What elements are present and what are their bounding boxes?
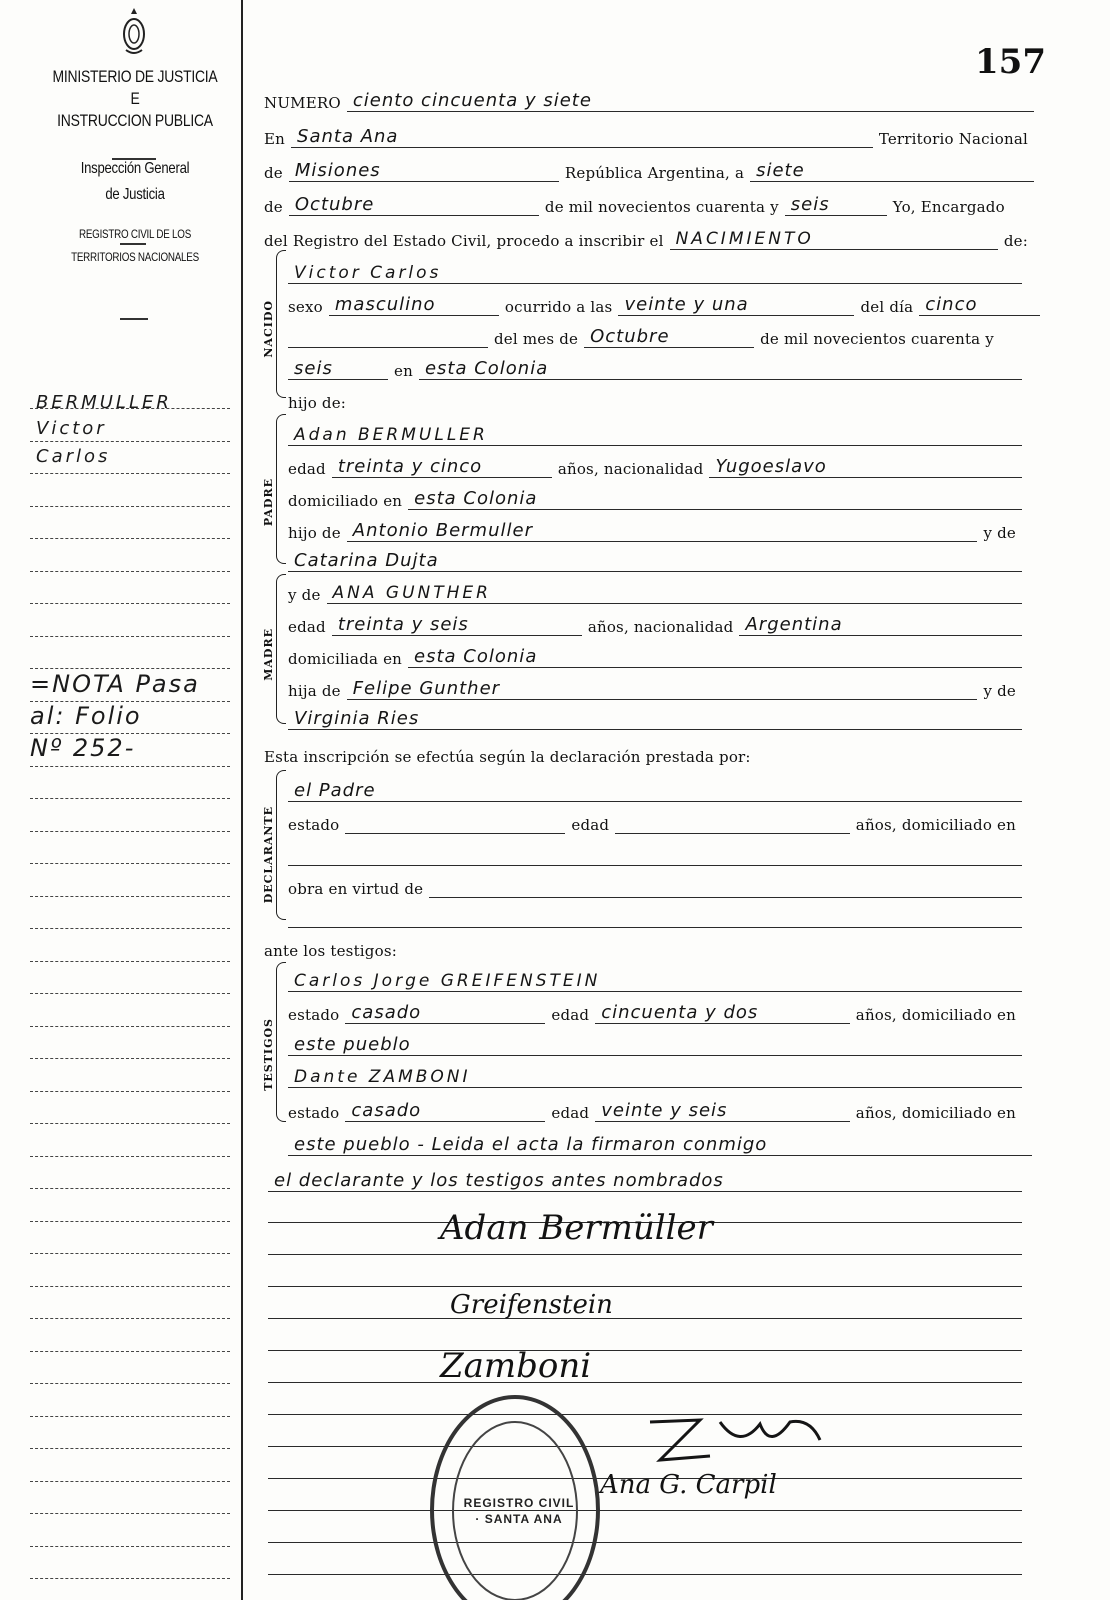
label: de: bbox=[1003, 232, 1028, 250]
value: esta Colonia bbox=[414, 488, 538, 509]
label: domiciliado en bbox=[288, 492, 403, 510]
label: hijo de bbox=[288, 524, 341, 542]
value: cincuenta y dos bbox=[601, 1002, 759, 1023]
row-child-of bbox=[288, 386, 1022, 412]
row-father-mother bbox=[288, 546, 1022, 572]
signature-rule bbox=[268, 1286, 1022, 1287]
row-declarant-capacity bbox=[288, 872, 1022, 898]
signature-witness1: Greifenstein bbox=[450, 1290, 613, 1320]
hour-field bbox=[618, 294, 854, 316]
mother-age-field bbox=[332, 614, 582, 636]
label: y de bbox=[288, 586, 321, 604]
row-father-domicile bbox=[288, 484, 1022, 510]
margin-rule bbox=[30, 701, 230, 702]
row-witness2-status bbox=[288, 1096, 1022, 1122]
value: el declarante y los testigos antes nombrados bbox=[274, 1170, 724, 1191]
margin-rule bbox=[30, 603, 230, 604]
row-registry bbox=[264, 224, 1034, 250]
signature-rule bbox=[268, 1382, 1022, 1383]
row-declarant-name bbox=[288, 776, 1022, 802]
margin-rule bbox=[30, 408, 230, 409]
value: Octubre bbox=[590, 326, 670, 347]
value: Argentina bbox=[745, 614, 843, 635]
label: hija de bbox=[288, 682, 341, 700]
row-declarant-extra bbox=[288, 902, 1022, 928]
bracket bbox=[276, 770, 286, 920]
father-age-field bbox=[332, 456, 552, 478]
blank-field bbox=[288, 906, 1022, 928]
label: edad bbox=[288, 618, 326, 636]
mother-nationality-field bbox=[739, 614, 1022, 636]
declarant-name-field bbox=[288, 780, 1022, 802]
row-father-name bbox=[288, 420, 1022, 446]
margin-surname: BERMULLER bbox=[36, 392, 172, 413]
signature-rule bbox=[268, 1254, 1022, 1255]
margin-rule bbox=[30, 1513, 230, 1514]
row-declaration-intro bbox=[264, 740, 1034, 766]
margin-given-name: Victor bbox=[36, 418, 107, 439]
value: Dante ZAMBONI bbox=[294, 1067, 471, 1087]
month-field bbox=[289, 194, 539, 216]
row-closing bbox=[268, 1166, 1022, 1192]
label: estado bbox=[288, 1104, 340, 1122]
row-place bbox=[288, 354, 1022, 380]
label: Yo, Encargado bbox=[892, 198, 1005, 216]
margin-rule bbox=[30, 636, 230, 637]
ministry-line: E bbox=[130, 89, 140, 108]
margin-rule bbox=[30, 1156, 230, 1157]
row-witness1-status bbox=[288, 998, 1022, 1024]
divider bbox=[112, 158, 156, 160]
margin-rule bbox=[30, 1578, 230, 1579]
section-label-testigos: TESTIGOS bbox=[262, 1018, 275, 1091]
row-month bbox=[288, 322, 1022, 348]
label: de mil novecientos cuarenta y bbox=[760, 330, 994, 348]
blank-field bbox=[288, 326, 488, 348]
value: el Padre bbox=[294, 780, 376, 801]
value: Carlos Jorge GREIFENSTEIN bbox=[294, 971, 601, 991]
witness1-name-field bbox=[288, 970, 1022, 992]
value: treinta y cinco bbox=[337, 456, 483, 477]
folio-number: 157 bbox=[975, 42, 1046, 82]
row-en bbox=[264, 122, 1034, 148]
margin-rule bbox=[30, 1286, 230, 1287]
value: Virginia Ries bbox=[294, 708, 420, 729]
label: del mes de bbox=[494, 330, 579, 348]
margin-rule bbox=[30, 1546, 230, 1547]
value: siete bbox=[756, 160, 805, 181]
label: obra en virtud de bbox=[288, 880, 424, 898]
registry-line: REGISTRO CIVIL DE LOS bbox=[78, 227, 192, 241]
value: esta Colonia bbox=[424, 358, 549, 379]
margin-rule bbox=[30, 1026, 230, 1027]
margin-note: al: Folio bbox=[30, 702, 142, 730]
margin-rule bbox=[30, 961, 230, 962]
margin-rule bbox=[30, 441, 230, 442]
margin-note: Nº 252- bbox=[30, 734, 136, 762]
margin-rule bbox=[30, 1448, 230, 1449]
place-field bbox=[419, 358, 1022, 380]
margin-rule bbox=[30, 993, 230, 994]
label: ocurrido a las bbox=[504, 298, 613, 316]
witness1-age-field bbox=[595, 1002, 850, 1024]
row-father-age bbox=[288, 452, 1022, 478]
label: Esta inscripción se efectúa según la declaración prestada por: bbox=[264, 748, 751, 766]
locality-field bbox=[291, 126, 873, 148]
label: y de bbox=[983, 524, 1016, 542]
margin-rule bbox=[30, 831, 230, 832]
registry-seal bbox=[430, 1395, 600, 1600]
row-witness1-domicile bbox=[288, 1030, 1022, 1056]
bracket bbox=[276, 574, 286, 724]
value: veinte y una bbox=[624, 294, 749, 315]
sex-field bbox=[329, 294, 499, 316]
label: República Argentina, a bbox=[564, 164, 745, 182]
value: cinco bbox=[925, 294, 978, 315]
signature-registrar: Ana G. Carpil bbox=[600, 1470, 777, 1500]
signature-father: Adan Bermüller bbox=[440, 1208, 713, 1248]
value: Felipe Gunther bbox=[352, 678, 501, 699]
row-child-name bbox=[288, 258, 1022, 284]
value: seis bbox=[790, 194, 830, 215]
year-of-birth-field bbox=[288, 358, 388, 380]
label: hijo de: bbox=[288, 394, 347, 412]
witness1-status-field bbox=[345, 1002, 545, 1024]
label: años, domiciliado en bbox=[855, 816, 1016, 834]
label: edad bbox=[551, 1006, 590, 1024]
value: Antonio Bermuller bbox=[352, 520, 533, 541]
margin-rule bbox=[30, 1221, 230, 1222]
value: esta Colonia bbox=[414, 646, 538, 667]
value: Yugoeslavo bbox=[715, 456, 827, 477]
bracket bbox=[276, 250, 286, 398]
label: años, nacionalidad bbox=[557, 460, 704, 478]
act-type-field bbox=[670, 228, 998, 250]
row-witness2-domicile bbox=[288, 1130, 1032, 1156]
territory-field bbox=[289, 160, 559, 182]
margin-rule bbox=[30, 798, 230, 799]
value: Misiones bbox=[294, 160, 381, 181]
row-witness2-name bbox=[288, 1062, 1022, 1088]
label: domiciliada en bbox=[288, 650, 403, 668]
margin-rule bbox=[30, 896, 230, 897]
label: edad bbox=[551, 1104, 590, 1122]
row-declarant-domicile bbox=[288, 840, 1022, 866]
father-nationality-field bbox=[709, 456, 1022, 478]
margin-rule bbox=[30, 1123, 230, 1124]
margin-rule bbox=[30, 473, 230, 474]
day-of-birth-field bbox=[919, 294, 1040, 316]
label: en bbox=[394, 362, 413, 380]
section-label-nacido: NACIDO bbox=[262, 300, 275, 358]
label: años, nacionalidad bbox=[587, 618, 734, 636]
label: del Registro del Estado Civil, procedo a inscribir el bbox=[264, 232, 664, 250]
label: En bbox=[264, 130, 286, 148]
value: treinta y seis bbox=[337, 614, 469, 635]
inspection-line: Inspección General bbox=[80, 160, 190, 177]
witness2-age-field bbox=[595, 1100, 850, 1122]
row-mother-mother bbox=[288, 704, 1022, 730]
value: seis bbox=[294, 358, 333, 379]
declarant-capacity-field bbox=[429, 876, 1022, 898]
signature-witness2: Zamboni bbox=[440, 1346, 592, 1386]
label: edad bbox=[571, 816, 610, 834]
paternal-grandfather-field bbox=[347, 520, 978, 542]
declarant-status-field bbox=[345, 812, 565, 834]
margin-rule bbox=[30, 1188, 230, 1189]
margin-rule bbox=[30, 1253, 230, 1254]
declarant-domicile-field bbox=[288, 844, 1022, 866]
margin-rule bbox=[30, 1481, 230, 1482]
label: años, domiciliado en bbox=[855, 1006, 1016, 1024]
value: ciento cincuenta y siete bbox=[352, 90, 592, 111]
margin-rule bbox=[30, 733, 230, 734]
label: Territorio Nacional bbox=[878, 130, 1028, 148]
row-witness1-name bbox=[288, 966, 1022, 992]
value: masculino bbox=[334, 294, 436, 315]
row-numero bbox=[264, 86, 1034, 112]
label: del día bbox=[860, 298, 914, 316]
signature-rule bbox=[268, 1542, 1022, 1543]
value: NACIMIENTO bbox=[675, 229, 814, 249]
bracket bbox=[276, 414, 286, 564]
label: de bbox=[264, 164, 283, 182]
witness2-name-field bbox=[288, 1066, 1022, 1088]
label: estado bbox=[288, 1006, 340, 1024]
value: Santa Ana bbox=[297, 126, 399, 147]
label: sexo bbox=[288, 298, 323, 316]
margin-rule bbox=[30, 1058, 230, 1059]
maternal-grandfather-field bbox=[347, 678, 978, 700]
margin-rule bbox=[30, 863, 230, 864]
row-sex bbox=[288, 290, 1040, 316]
row-declarant-status bbox=[288, 808, 1022, 834]
value: veinte y seis bbox=[601, 1100, 728, 1121]
label: de bbox=[264, 198, 283, 216]
child-name-field bbox=[288, 262, 1022, 284]
margin-rule bbox=[30, 1416, 230, 1417]
label: estado bbox=[288, 816, 340, 834]
mother-name-field bbox=[327, 582, 1022, 604]
row-mother-parents bbox=[288, 674, 1022, 700]
father-domicile-field bbox=[408, 488, 1022, 510]
section-label-declarante: DECLARANTE bbox=[262, 806, 275, 904]
left-margin bbox=[0, 0, 240, 1600]
row-mother-name bbox=[288, 578, 1022, 604]
closing-field bbox=[268, 1170, 1022, 1192]
margin-given-name: Carlos bbox=[36, 446, 111, 467]
margin-divider bbox=[241, 0, 243, 1600]
father-name-field bbox=[288, 424, 1022, 446]
value: Octubre bbox=[294, 194, 375, 215]
paternal-grandmother-field bbox=[288, 550, 1022, 572]
maternal-grandmother-field bbox=[288, 708, 1022, 730]
signature-rule bbox=[268, 1510, 1022, 1511]
margin-rule bbox=[30, 1318, 230, 1319]
margin-rule bbox=[30, 1091, 230, 1092]
registrar-flourish-icon bbox=[640, 1410, 830, 1470]
signature-rule bbox=[268, 1350, 1022, 1351]
value: este pueblo bbox=[294, 1034, 411, 1055]
margin-rule bbox=[30, 766, 230, 767]
bracket bbox=[276, 962, 286, 1122]
day-field bbox=[750, 160, 1034, 182]
value: casado bbox=[351, 1002, 422, 1023]
row-date bbox=[264, 190, 1034, 216]
value: Catarina Dujta bbox=[294, 550, 439, 571]
section-label-padre: PADRE bbox=[262, 478, 275, 527]
margin-rule bbox=[30, 506, 230, 507]
label: ante los testigos: bbox=[264, 942, 397, 960]
value: Adan BERMULLER bbox=[294, 425, 488, 445]
label: y de bbox=[983, 682, 1016, 700]
margin-rule bbox=[30, 571, 230, 572]
value: ANA GUNTHER bbox=[332, 583, 491, 603]
witness2-status-field bbox=[345, 1100, 545, 1122]
signature-rule bbox=[268, 1318, 1022, 1319]
label: NUMERO bbox=[264, 94, 341, 112]
value: Victor Carlos bbox=[294, 263, 442, 283]
coat-of-arms-icon bbox=[120, 6, 148, 56]
margin-rule bbox=[30, 538, 230, 539]
month-of-birth-field bbox=[584, 326, 754, 348]
numero-field bbox=[347, 90, 1034, 112]
divider bbox=[120, 243, 146, 245]
year-field bbox=[785, 194, 887, 216]
row-mother-age bbox=[288, 610, 1022, 636]
label: años, domiciliado en bbox=[855, 1104, 1016, 1122]
row-witness-intro bbox=[264, 934, 1034, 960]
row-father-parents bbox=[288, 516, 1022, 542]
value: este pueblo - Leida el acta la firmaron conmigo bbox=[294, 1134, 768, 1155]
witness1-domicile-field bbox=[288, 1034, 1022, 1056]
value: casado bbox=[351, 1100, 422, 1121]
margin-note: =NOTA Pasa bbox=[30, 670, 200, 698]
ministry-header bbox=[41, 66, 230, 266]
declarant-age-field bbox=[615, 812, 850, 834]
margin-rule bbox=[30, 668, 230, 669]
inspection-line: de Justicia bbox=[105, 186, 165, 203]
margin-rule bbox=[30, 928, 230, 929]
seal-text: REGISTRO CIVIL · SANTA ANA bbox=[463, 1496, 575, 1526]
label: edad bbox=[288, 460, 326, 478]
ministry-line: MINISTERIO DE JUSTICIA bbox=[52, 67, 218, 86]
mother-domicile-field bbox=[408, 646, 1022, 668]
margin-rule bbox=[30, 1383, 230, 1384]
signature-rule bbox=[268, 1574, 1022, 1575]
divider bbox=[120, 318, 148, 320]
row-mother-domicile bbox=[288, 642, 1022, 668]
registry-line: TERRITORIOS NACIONALES bbox=[71, 250, 199, 264]
ministry-line: INSTRUCCION PUBLICA bbox=[57, 111, 213, 130]
row-territory bbox=[264, 156, 1034, 182]
label: de mil novecientos cuarenta y bbox=[544, 198, 779, 216]
witness2-domicile-field bbox=[288, 1134, 1032, 1156]
margin-rule bbox=[30, 1351, 230, 1352]
section-label-madre: MADRE bbox=[262, 628, 275, 681]
